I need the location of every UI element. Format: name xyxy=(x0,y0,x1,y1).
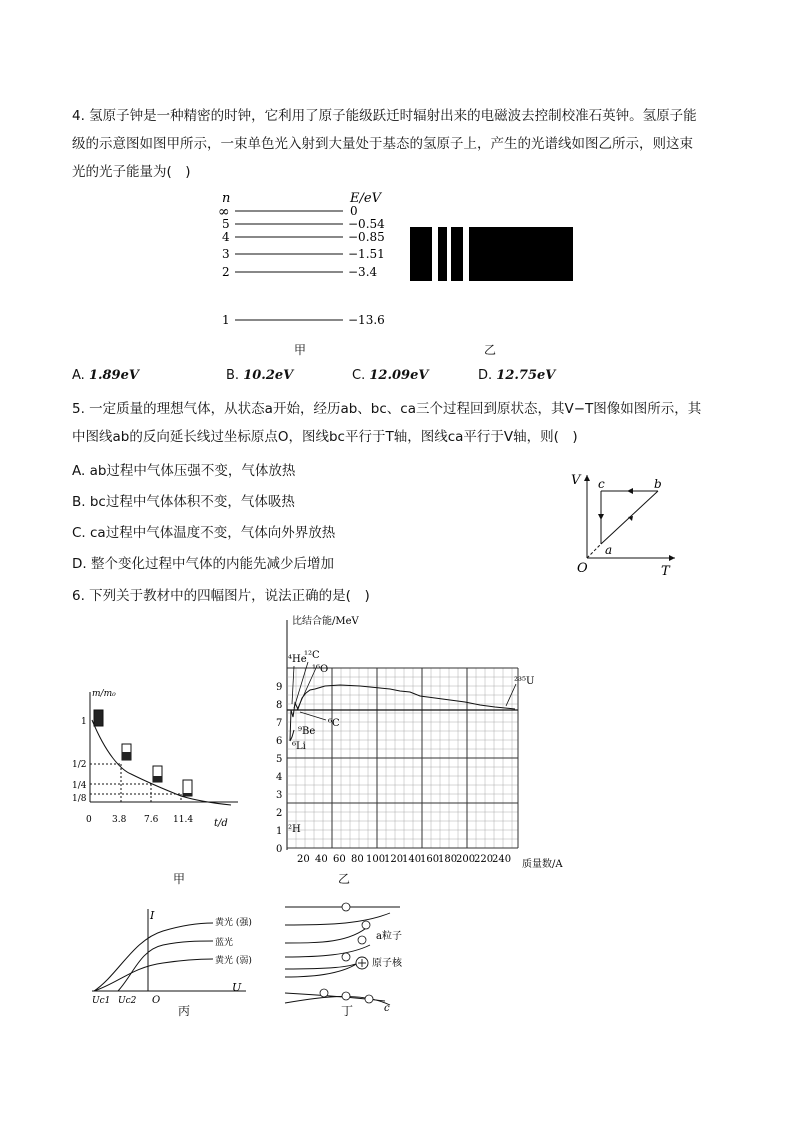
decay-ytick-half: 1/2 xyxy=(72,760,87,770)
level-n-2: 2 xyxy=(222,265,230,279)
be-ytick-3: 3 xyxy=(276,790,283,801)
q4-option-d[interactable]: D. 12.75eV xyxy=(478,368,556,383)
e-label: E/eV xyxy=(350,191,381,206)
decay-ylabel: m/m₀ xyxy=(92,689,116,699)
level-e-5: −0.54 xyxy=(348,217,385,231)
be-xtick-20: 20 xyxy=(297,854,310,865)
be-xtick-80: 80 xyxy=(351,854,364,865)
be-xtick-40: 40 xyxy=(315,854,328,865)
trajectory-c-label: c xyxy=(384,1003,390,1014)
be-ytick-2: 2 xyxy=(276,808,283,819)
fig6-yi-caption: 乙 xyxy=(338,872,351,886)
be-ytick-5: 5 xyxy=(276,754,283,765)
n-label: n xyxy=(222,191,231,206)
decay-graph xyxy=(66,684,246,829)
pe-curve-yellow-strong: 黄光 (强) xyxy=(215,918,252,928)
level-n-5: 5 xyxy=(222,217,230,231)
q5-option-a[interactable]: A. ab过程中气体压强不变，气体放热 xyxy=(72,463,296,479)
be-ytick-4: 4 xyxy=(276,772,283,783)
level-e-2: −3.4 xyxy=(348,265,378,279)
decay-xlabel: t/d xyxy=(214,818,228,829)
photoelectric-graph xyxy=(88,905,258,1015)
decay-ytick-1: 1 xyxy=(81,717,87,727)
fig6-bing-caption: 丙 xyxy=(178,1004,191,1018)
be-ytick-7: 7 xyxy=(276,718,283,729)
be-xtick-100: 100 xyxy=(366,854,386,865)
decay-ytick-quarter: 1/4 xyxy=(72,781,87,791)
fig-yi-caption: 乙 xyxy=(484,343,497,357)
be-xlabel: 质量数/A xyxy=(522,859,563,870)
be-label-o: ¹⁶O xyxy=(312,664,329,675)
q5-option-b[interactable]: B. bc过程中气体体积不变，气体吸热 xyxy=(72,494,295,510)
be-label-u: ²³⁵U xyxy=(514,676,535,687)
be-label-he: ⁴He xyxy=(288,654,307,665)
nucleus-label: 原子核 xyxy=(372,958,402,969)
alpha-particle-label: a粒子 xyxy=(376,931,402,942)
decay-xtick-0: 0 xyxy=(86,815,92,825)
fig6-ding-caption: 丁 xyxy=(341,1004,354,1018)
level-e-inf: 0 xyxy=(350,204,358,218)
energy-level-diagram xyxy=(210,186,410,331)
vt-c-label: c xyxy=(598,477,605,491)
be-xtick-120: 120 xyxy=(384,854,404,865)
q4-option-b[interactable]: B. 10.2eV xyxy=(226,368,294,383)
q5-line1: 5. 一定质量的理想气体，从状态a开始，经历ab、bc、ca三个过程回到原状态，其V−T图像如图所示，其 xyxy=(72,401,702,417)
q4-line3: 光的光子能量为( ) xyxy=(72,164,191,180)
q6-line1: 6. 下列关于教材中的四幅图片，说法正确的是( ) xyxy=(72,588,370,604)
level-n-1: 1 xyxy=(222,313,230,327)
fig-jia-caption: 甲 xyxy=(294,343,307,357)
be-label-li: ⁶Li xyxy=(292,741,306,752)
be-ytick-9: 9 xyxy=(276,682,283,693)
be-xtick-160: 160 xyxy=(420,854,440,865)
vt-t-label: T xyxy=(661,564,670,579)
pe-xlabel: U xyxy=(232,981,242,994)
level-n-inf: ∞ xyxy=(218,204,230,220)
vt-b-label: b xyxy=(654,477,662,491)
be-ylabel: 比结合能/MeV xyxy=(292,616,359,627)
be-ytick-1: 1 xyxy=(276,826,283,837)
vt-a-label: a xyxy=(605,543,613,557)
level-n-3: 3 xyxy=(222,247,230,261)
level-e-4: −0.85 xyxy=(348,230,385,244)
be-ytick-0: 0 xyxy=(276,844,283,855)
be-ytick-6: 6 xyxy=(276,736,283,747)
be-xtick-220: 220 xyxy=(474,854,494,865)
pe-curve-blue: 蓝光 xyxy=(215,938,234,948)
vt-o-label: O xyxy=(577,561,588,576)
pe-xtick-o: O xyxy=(152,995,161,1006)
q4-line2: 级的示意图如图甲所示，一束单色光入射到大量处于基态的氢原子上，产生的光谱线如图乙所示，则这束 xyxy=(72,136,693,152)
alpha-scattering-diagram xyxy=(280,895,420,1015)
decay-xtick-76: 7.6 xyxy=(144,815,159,825)
be-label-c12: ¹²C xyxy=(304,650,320,661)
be-label-be: ⁹Be xyxy=(298,726,316,737)
pe-xtick-uc1: Uc1 xyxy=(92,996,111,1006)
q5-option-d[interactable]: D. 整个变化过程中气体的内能先减少后增加 xyxy=(72,556,334,572)
q5-line2: 中图线ab的反向延长线过坐标原点O，图线bc平行于T轴，图线ca平行于V轴，则( ) xyxy=(72,429,578,445)
be-label-c6: ⁶C xyxy=(328,718,340,729)
be-xtick-240: 240 xyxy=(492,854,512,865)
decay-ytick-eighth: 1/8 xyxy=(72,794,87,804)
be-xtick-180: 180 xyxy=(438,854,458,865)
be-ytick-8: 8 xyxy=(276,700,283,711)
level-e-1: −13.6 xyxy=(348,313,385,327)
decay-xtick-114: 11.4 xyxy=(173,815,194,825)
vt-v-label: V xyxy=(571,473,581,488)
be-xtick-60: 60 xyxy=(333,854,346,865)
q4-option-c[interactable]: C. 12.09eV xyxy=(352,368,429,383)
pe-curve-yellow-weak: 黄光 (弱) xyxy=(215,956,252,966)
be-xtick-200: 200 xyxy=(456,854,476,865)
pe-xtick-uc2: Uc2 xyxy=(118,996,137,1006)
pe-ylabel: I xyxy=(150,909,155,922)
vt-graph xyxy=(565,470,685,580)
fig6-jia-caption: 甲 xyxy=(173,872,186,886)
spectrum-lines xyxy=(405,225,580,285)
be-xtick-140: 140 xyxy=(402,854,422,865)
q4-line1: 4. 氢原子钟是一种精密的时钟，它利用了原子能级跃迁时辐射出来的电磁波去控制校准石英钟。氢原子能 xyxy=(72,108,697,124)
be-label-h: ²H xyxy=(288,824,301,835)
decay-xtick-38: 3.8 xyxy=(112,815,127,825)
q4-option-a[interactable]: A. 1.89eV xyxy=(72,368,139,383)
level-e-3: −1.51 xyxy=(348,247,385,261)
q5-option-c[interactable]: C. ca过程中气体温度不变，气体向外界放热 xyxy=(72,525,336,541)
binding-energy-graph xyxy=(270,612,580,872)
level-n-4: 4 xyxy=(222,230,230,244)
